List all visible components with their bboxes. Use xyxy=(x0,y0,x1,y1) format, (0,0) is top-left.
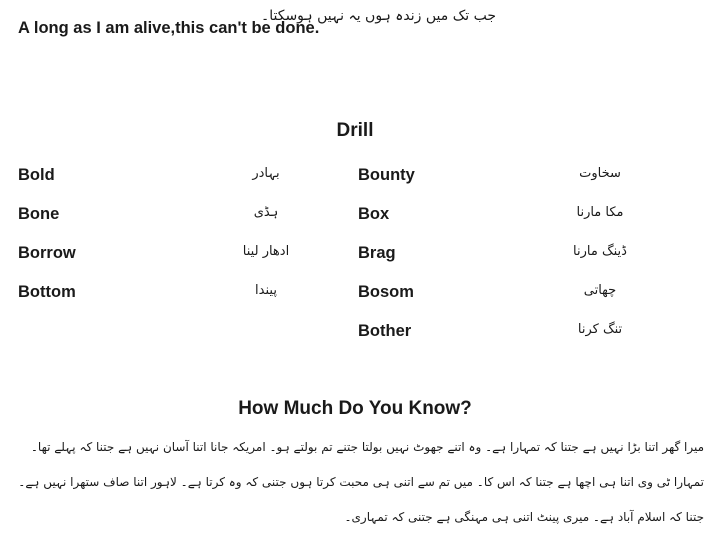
drill-word-english: Bold xyxy=(18,166,55,184)
quiz-heading: How Much Do You Know? xyxy=(238,398,472,419)
drill-word-english: Box xyxy=(358,205,390,223)
drill-heading: Drill xyxy=(336,120,374,141)
drill-item xyxy=(0,283,710,313)
drill-item xyxy=(0,166,710,196)
drill-word-urdu: بہادر xyxy=(252,166,280,181)
quiz-paragraph-urdu: میرا گھر اتنا بڑا نہیں ہے جتنا کہ تمہارا ہے۔ وہ اتنے جھوٹ نہیں بولتا جتنے تم بولتے ہو۔ امریکہ جانا اتنا آسان نہیں ہے جتنا کہ پہلے تھا۔ تمہارا ٹی وی اتنا ہی اچھا ہے جتنا کہ اس کا۔ میں تم سے اتنی ہی محبت کرتا ہوں جتنی کہ وہ کرتا ہے۔ لاہور اتنا صاف ستھرا نہیں ہے۔ جتنا کہ اسلام آباد ہے۔ میری پینٹ اتنی ہی مہنگی ہے جتنی کہ تمہاری۔ xyxy=(18,440,704,524)
intro-english-sentence: A long as I am alive,this can't be done. xyxy=(18,19,320,37)
drill-word-urdu: تنگ کرنا xyxy=(577,322,623,337)
drill-word-urdu: سخاوت xyxy=(579,166,621,181)
drill-word-urdu: ڈینگ مارنا xyxy=(573,244,627,259)
drill-word-urdu: ادھار لینا xyxy=(242,244,290,259)
drill-item xyxy=(0,244,710,274)
intro-urdu-sentence: جب تک میں زندہ ہوں یہ نہیں ہوسکتا۔ xyxy=(261,8,496,24)
drill-word-english: Bosom xyxy=(358,283,414,301)
drill-item xyxy=(0,205,710,235)
drill-word-urdu: چھاتی xyxy=(583,283,617,298)
drill-word-english: Bounty xyxy=(358,166,415,184)
drill-item xyxy=(0,322,710,352)
drill-word-urdu: مکا مارنا xyxy=(576,205,624,220)
drill-word-english: Brag xyxy=(358,244,396,262)
drill-vocabulary-list xyxy=(0,166,710,356)
drill-word-english: Bone xyxy=(18,205,60,223)
drill-word-urdu: ہڈی xyxy=(253,205,279,220)
drill-word-english: Bottom xyxy=(18,283,76,301)
drill-word-english: Borrow xyxy=(18,244,76,262)
drill-word-urdu: پیندا xyxy=(255,283,277,298)
drill-word-english: Bother xyxy=(358,322,412,340)
